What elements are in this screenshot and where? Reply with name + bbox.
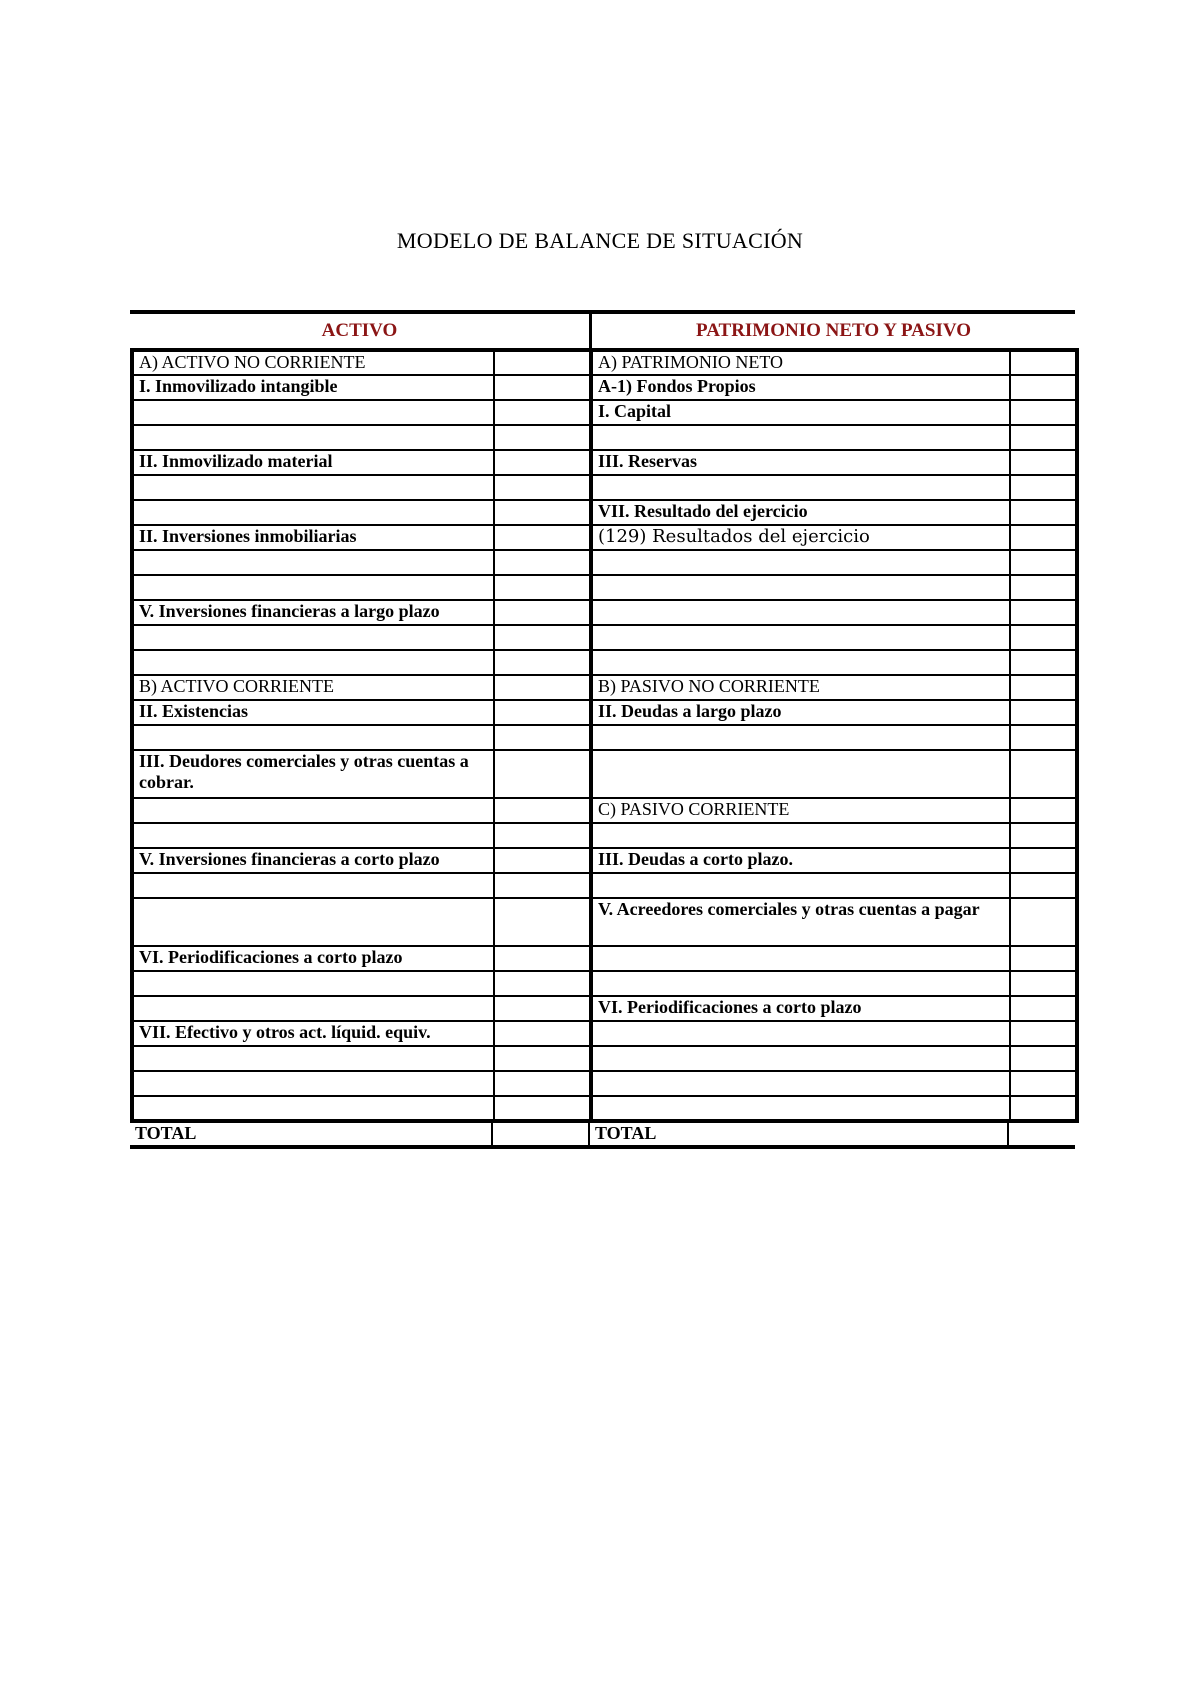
pasivo-amount[interactable] — [1010, 848, 1077, 873]
activo-amount[interactable] — [494, 550, 591, 575]
pasivo-amount[interactable] — [1010, 375, 1077, 400]
pasivo-label — [591, 873, 1010, 898]
table-row — [132, 898, 1077, 946]
activo-amount[interactable] — [494, 1096, 591, 1121]
activo-label — [132, 575, 494, 600]
pasivo-amount[interactable] — [1010, 996, 1077, 1021]
activo-amount[interactable] — [494, 525, 591, 550]
activo-amount[interactable] — [494, 475, 591, 500]
pasivo-label: III. Deudas a corto plazo. — [591, 848, 1010, 873]
pasivo-amount[interactable] — [1010, 898, 1077, 946]
activo-amount[interactable] — [494, 823, 591, 848]
table-row — [132, 375, 1077, 400]
pasivo-label — [591, 725, 1010, 750]
table-row — [132, 700, 1077, 725]
pasivo-label — [591, 971, 1010, 996]
activo-amount[interactable] — [494, 848, 591, 873]
pasivo-amount[interactable] — [1010, 475, 1077, 500]
table-row — [132, 450, 1077, 475]
activo-amount[interactable] — [494, 798, 591, 823]
pasivo-amount[interactable] — [1010, 350, 1077, 375]
pasivo-label — [591, 750, 1010, 798]
activo-label — [132, 1071, 494, 1096]
table-row — [132, 798, 1077, 823]
balance-sheet — [130, 310, 1075, 1149]
activo-label — [132, 898, 494, 946]
table-row — [132, 400, 1077, 425]
activo-label — [132, 550, 494, 575]
pasivo-label — [591, 650, 1010, 675]
activo-label — [132, 1096, 494, 1121]
activo-amount[interactable] — [494, 873, 591, 898]
total-amount-pasivo[interactable] — [1008, 1123, 1075, 1147]
pasivo-label — [591, 475, 1010, 500]
table-row — [132, 1096, 1077, 1121]
pasivo-amount[interactable] — [1010, 625, 1077, 650]
activo-label — [132, 625, 494, 650]
activo-amount[interactable] — [494, 375, 591, 400]
total-amount-activo[interactable] — [492, 1123, 589, 1147]
pasivo-label — [591, 1021, 1010, 1046]
pasivo-amount[interactable] — [1010, 750, 1077, 798]
activo-amount[interactable] — [494, 725, 591, 750]
pasivo-amount[interactable] — [1010, 798, 1077, 823]
pasivo-amount[interactable] — [1010, 1096, 1077, 1121]
pasivo-label: C) PASIVO CORRIENTE — [591, 798, 1010, 823]
pasivo-amount[interactable] — [1010, 450, 1077, 475]
activo-label — [132, 475, 494, 500]
activo-label — [132, 971, 494, 996]
header-activo: ACTIVO — [321, 320, 398, 341]
pasivo-label — [591, 1096, 1010, 1121]
activo-label — [132, 400, 494, 425]
pasivo-amount[interactable] — [1010, 1071, 1077, 1096]
pasivo-label: B) PASIVO NO CORRIENTE — [591, 675, 1010, 700]
activo-amount[interactable] — [494, 898, 591, 946]
pasivo-label — [591, 425, 1010, 450]
pasivo-label — [591, 1071, 1010, 1096]
activo-amount[interactable] — [494, 946, 591, 971]
table-row — [132, 848, 1077, 873]
balance-rows — [132, 350, 1077, 1121]
activo-amount[interactable] — [494, 575, 591, 600]
total-row — [130, 1123, 1075, 1149]
header-patrimonio-neto-pasivo: PATRIMONIO NETO Y PASIVO — [696, 320, 971, 341]
pasivo-label — [591, 625, 1010, 650]
pasivo-amount[interactable] — [1010, 873, 1077, 898]
pasivo-amount[interactable] — [1010, 823, 1077, 848]
table-row — [132, 550, 1077, 575]
pasivo-label: VI. Periodificaciones a corto plazo — [591, 996, 1010, 1021]
table-row — [132, 650, 1077, 675]
pasivo-label: (129) Resultados del ejercicio — [591, 525, 1010, 550]
activo-label — [132, 873, 494, 898]
activo-label: II. Inmovilizado material — [132, 450, 494, 475]
table-row — [132, 946, 1077, 971]
table-row — [132, 675, 1077, 700]
table-row — [132, 425, 1077, 450]
activo-label: III. Deudores comerciales y otras cuentas a cobrar. — [132, 750, 494, 798]
activo-amount[interactable] — [494, 996, 591, 1021]
activo-label — [132, 650, 494, 675]
pasivo-amount[interactable] — [1010, 600, 1077, 625]
pasivo-amount[interactable] — [1010, 550, 1077, 575]
activo-label: VI. Periodificaciones a corto plazo — [132, 946, 494, 971]
activo-amount[interactable] — [494, 1021, 591, 1046]
pasivo-amount[interactable] — [1010, 1021, 1077, 1046]
total-label-pasivo: TOTAL — [589, 1123, 1008, 1147]
table-row — [132, 996, 1077, 1021]
pasivo-label: A) PATRIMONIO NETO — [591, 350, 1010, 375]
activo-label: B) ACTIVO CORRIENTE — [132, 675, 494, 700]
table-row — [132, 575, 1077, 600]
activo-label: II. Inversiones inmobiliarias — [132, 525, 494, 550]
activo-label: A) ACTIVO NO CORRIENTE — [132, 350, 494, 375]
table-row — [132, 823, 1077, 848]
pasivo-label: V. Acreedores comerciales y otras cuentas a pagar — [591, 898, 1010, 946]
table-row — [132, 500, 1077, 525]
activo-amount[interactable] — [494, 600, 591, 625]
table-row — [132, 750, 1077, 798]
document-title: MODELO DE BALANCE DE SITUACIÓN — [396, 228, 804, 253]
pasivo-label — [591, 550, 1010, 575]
activo-label: VII. Efectivo y otros act. líquid. equiv. — [132, 1021, 494, 1046]
table-row — [132, 525, 1077, 550]
pasivo-amount[interactable] — [1010, 650, 1077, 675]
activo-label — [132, 823, 494, 848]
table-row — [132, 625, 1077, 650]
activo-amount[interactable] — [494, 971, 591, 996]
activo-amount[interactable] — [494, 450, 591, 475]
activo-label — [132, 996, 494, 1021]
activo-label — [132, 1046, 494, 1071]
activo-amount[interactable] — [494, 350, 591, 375]
pasivo-label — [591, 823, 1010, 848]
pasivo-amount[interactable] — [1010, 675, 1077, 700]
table-row — [132, 1071, 1077, 1096]
activo-label: II. Existencias — [132, 700, 494, 725]
activo-amount[interactable] — [494, 1071, 591, 1096]
column-headers — [130, 314, 1075, 348]
pasivo-label: III. Reservas — [591, 450, 1010, 475]
table-row — [132, 475, 1077, 500]
activo-amount[interactable] — [494, 425, 591, 450]
pasivo-label: A-1) Fondos Propios — [591, 375, 1010, 400]
pasivo-label — [591, 946, 1010, 971]
pasivo-label — [591, 575, 1010, 600]
activo-amount[interactable] — [494, 650, 591, 675]
pasivo-amount[interactable] — [1010, 971, 1077, 996]
activo-amount[interactable] — [494, 675, 591, 700]
pasivo-amount[interactable] — [1010, 500, 1077, 525]
activo-amount[interactable] — [494, 1046, 591, 1071]
pasivo-amount[interactable] — [1010, 575, 1077, 600]
activo-label: I. Inmovilizado intangible — [132, 375, 494, 400]
table-row — [132, 1021, 1077, 1046]
activo-label: V. Inversiones financieras a largo plazo — [132, 600, 494, 625]
pasivo-amount[interactable] — [1010, 700, 1077, 725]
activo-amount[interactable] — [494, 700, 591, 725]
activo-label — [132, 798, 494, 823]
table-row — [132, 350, 1077, 375]
activo-label — [132, 425, 494, 450]
table-row — [132, 971, 1077, 996]
pasivo-amount[interactable] — [1010, 425, 1077, 450]
pasivo-amount[interactable] — [1010, 946, 1077, 971]
activo-label: V. Inversiones financieras a corto plazo — [132, 848, 494, 873]
pasivo-label: VII. Resultado del ejercicio — [591, 500, 1010, 525]
table-row — [132, 1046, 1077, 1071]
balance-table — [130, 348, 1079, 1123]
pasivo-label — [591, 1046, 1010, 1071]
table-row — [132, 725, 1077, 750]
activo-amount[interactable] — [494, 500, 591, 525]
activo-amount[interactable] — [494, 625, 591, 650]
activo-amount[interactable] — [494, 750, 591, 798]
activo-label — [132, 500, 494, 525]
table-row — [132, 873, 1077, 898]
pasivo-label: II. Deudas a largo plazo — [591, 700, 1010, 725]
pasivo-label: I. Capital — [591, 400, 1010, 425]
activo-amount[interactable] — [494, 400, 591, 425]
pasivo-amount[interactable] — [1010, 400, 1077, 425]
pasivo-amount[interactable] — [1010, 725, 1077, 750]
pasivo-label — [591, 600, 1010, 625]
pasivo-amount[interactable] — [1010, 525, 1077, 550]
total-label-activo: TOTAL — [130, 1123, 492, 1147]
table-row — [132, 600, 1077, 625]
activo-label — [132, 725, 494, 750]
pasivo-amount[interactable] — [1010, 1046, 1077, 1071]
